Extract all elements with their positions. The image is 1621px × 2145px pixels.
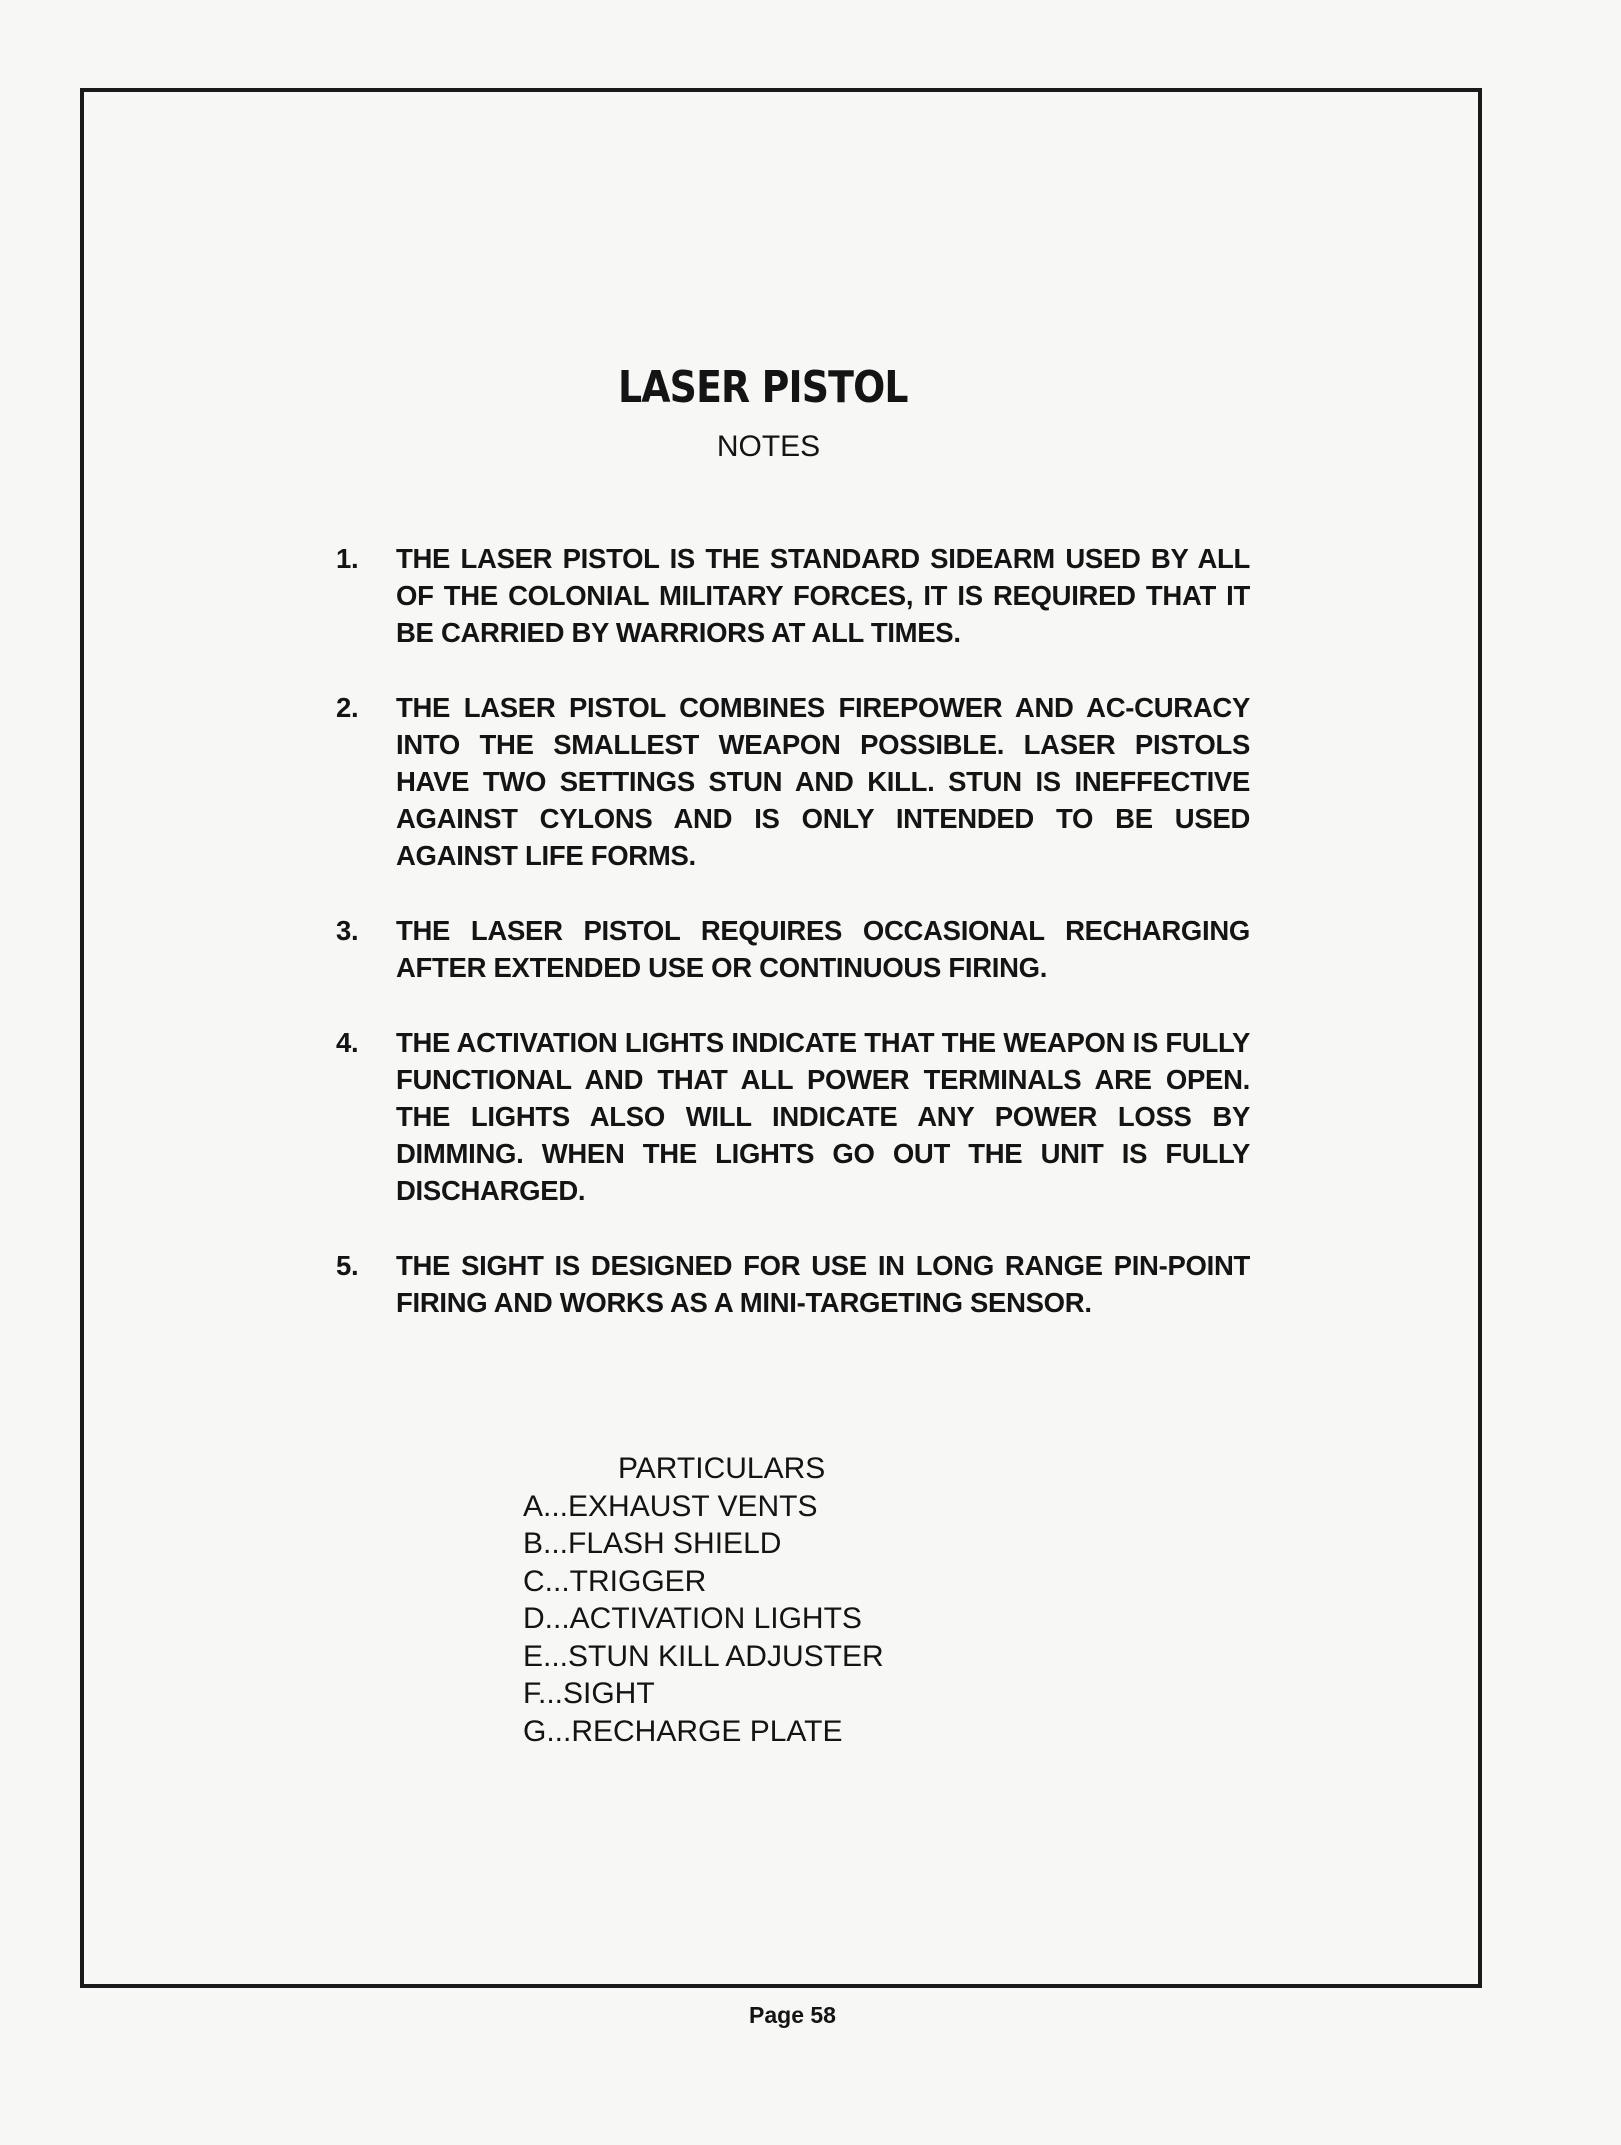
note-item (336, 540, 1250, 651)
note-text: THE LASER PISTOL COMBINES FIREPOWER AND AC-CURACY INTO THE SMALLEST WEAPON POSSIBLE. LASER PISTOLS HAVE TWO SETTINGS STUN AND KILL. STUN IS INEFFECTIVE AGAINST CYLONS AND IS ONLY INTENDED TO BE USED AGAINST LIFE FORMS. (396, 692, 1250, 871)
note-item (336, 1024, 1250, 1209)
particulars-list (523, 1488, 884, 1751)
page-subtitle: NOTES (716, 430, 821, 463)
note-item (336, 1247, 1250, 1321)
note-number: 1. (336, 543, 359, 574)
note-number: 5. (336, 1250, 359, 1281)
particulars-item: A...EXHAUST VENTS (523, 1489, 818, 1523)
note-text: THE LASER PISTOL REQUIRES OCCASIONAL RECHARGING AFTER EXTENDED USE OR CONTINUOUS FIRING. (396, 915, 1250, 983)
particulars-item: F...SIGHT (523, 1677, 655, 1710)
page-title: LASER PISTOL (618, 362, 908, 413)
note-item (336, 912, 1250, 986)
particulars-section (523, 1450, 884, 1750)
note-item (336, 689, 1250, 874)
particulars-item: E...STUN KILL ADJUSTER (523, 1639, 884, 1673)
note-number: 2. (336, 692, 359, 723)
note-number: 4. (336, 1027, 359, 1058)
particulars-item: G...RECHARGE PLATE (523, 1714, 843, 1748)
particulars-item: B...FLASH SHIELD (523, 1527, 782, 1560)
note-text: THE ACTIVATION LIGHTS INDICATE THAT THE WEAPON IS FULLY FUNCTIONAL AND THAT ALL POWER TERMINALS ARE OPEN. THE LIGHTS ALSO WILL INDICATE ANY POWER LOSS BY DIMMING. WHEN THE LIGHTS GO OUT THE UNIT IS FULLY DISCHARGED. (396, 1027, 1250, 1206)
page-number: Page 58 (749, 2002, 836, 2028)
particulars-title: PARTICULARS (618, 1452, 826, 1485)
particulars-item: C...TRIGGER (523, 1564, 707, 1598)
particulars-item: D...ACTIVATION LIGHTS (523, 1602, 862, 1635)
note-text: THE SIGHT IS DESIGNED FOR USE IN LONG RANGE PIN-POINT FIRING AND WORKS AS A MINI-TARGETING SENSOR. (396, 1250, 1250, 1318)
note-number: 3. (336, 915, 359, 946)
note-text: THE LASER PISTOL IS THE STANDARD SIDEARM USED BY ALL OF THE COLONIAL MILITARY FORCES, IT IS REQUIRED THAT IT BE CARRIED BY WARRIORS AT ALL TIMES. (396, 543, 1250, 648)
notes-list (336, 540, 1250, 1359)
